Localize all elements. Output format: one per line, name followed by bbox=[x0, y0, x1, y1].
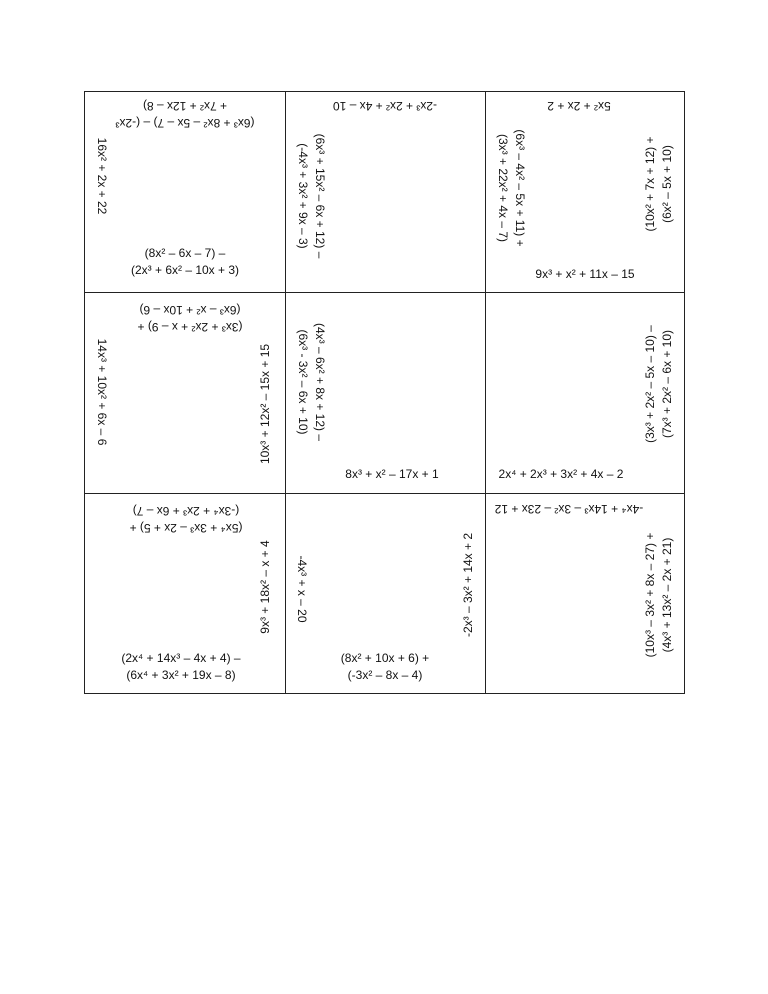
card-edge-bottom bbox=[121, 650, 240, 684]
puzzle-grid bbox=[84, 91, 685, 694]
puzzle-card bbox=[85, 292, 285, 493]
expression: (6x³ + 8x² – 5x – 7) – (-2x³ + 7x² + 12x – 8) bbox=[115, 99, 255, 130]
card-edge-top: -4x⁴ + 14x³ – 3x² – 23x + 12 bbox=[494, 502, 644, 516]
expression-line: (2x⁴ + 14x³ – 4x + 4) – bbox=[121, 651, 241, 665]
expression-line: (-3x⁴ + 2x³ + 6x – 7) bbox=[132, 504, 240, 518]
card-edge-left: -4x³ + x – 20 bbox=[295, 555, 309, 623]
expression-line: (6x³ – x² + 10x – 6) bbox=[139, 303, 241, 317]
card-edge-top bbox=[115, 97, 255, 131]
card-edge-right: -2x³ – 3x² + 14x + 2 bbox=[461, 532, 475, 638]
puzzle-card bbox=[285, 493, 485, 693]
card-edge-top: 5x² + 2x + 2 bbox=[547, 99, 611, 113]
card-edge-left bbox=[294, 323, 328, 441]
card-edge-right bbox=[642, 325, 676, 443]
expression-line: (-3x² – 8x – 4) bbox=[347, 668, 423, 682]
expression-line: (6x³ – 4x² – 5x + 11) + bbox=[513, 129, 527, 247]
card-edge-left: 14x³ + 10x² + 6x – 6 bbox=[95, 338, 109, 446]
expression-line: (10x³ – 3x² + 8x – 27) + bbox=[643, 532, 657, 658]
card-edge-top bbox=[137, 301, 242, 335]
card-edge-bottom bbox=[341, 650, 429, 684]
expression-line: (7x³ + 2x² – 6x + 10) bbox=[660, 329, 674, 439]
expression-line: (6x² – 5x + 10) bbox=[660, 145, 674, 223]
puzzle-card bbox=[485, 493, 686, 693]
card-edge-bottom: 2x⁴ + 2x³ + 3x² + 4x – 2 bbox=[498, 467, 624, 481]
puzzle-card bbox=[285, 292, 485, 493]
card-edge-bottom: 8x³ + x² – 17x + 1 bbox=[345, 467, 439, 481]
expression-line: (2x³ + 6x² – 10x + 3) bbox=[130, 263, 240, 277]
card-edge-top bbox=[130, 502, 243, 536]
expression-line: (3x³ + 2x² + x – 9) + bbox=[137, 320, 243, 334]
expression-line: (4x³ – 6x² + 8x + 12) – bbox=[313, 322, 327, 442]
puzzle-card bbox=[85, 92, 285, 292]
card-edge-top: -2x³ + 2x² + 4x – 10 bbox=[332, 99, 438, 113]
card-edge-left: 16x² + 2x + 22 bbox=[95, 137, 109, 215]
card-edge-bottom: 9x³ + x² + 11x – 15 bbox=[535, 267, 635, 281]
expression-line: (8x² – 6x – 7) – bbox=[144, 246, 226, 260]
expression-line: (8x² + 10x + 6) + bbox=[340, 651, 430, 665]
expression-line: (6x⁴ + 3x² + 19x – 8) bbox=[126, 668, 236, 682]
card-edge-bottom bbox=[131, 245, 239, 279]
card-edge-right: 10x³ + 12x² – 15x + 15 bbox=[258, 343, 272, 465]
expression-line: (3x³ + 22x² + 4x – 7) bbox=[496, 133, 510, 243]
card-edge-left bbox=[294, 134, 328, 259]
card-edge-right bbox=[642, 533, 676, 658]
card-edge-left bbox=[494, 129, 528, 246]
expression-line: (4x³ + 13x² – 2x + 21) bbox=[660, 537, 674, 653]
expression-line: (-4x³ + 3x² + 9x – 3) bbox=[296, 143, 310, 249]
expression-line: (3x³ + 2x² – 5x – 10) – bbox=[643, 325, 657, 443]
card-edge-right: 9x³ + 18x² – x + 4 bbox=[258, 540, 272, 634]
puzzle-card bbox=[285, 92, 485, 292]
expression-line: (6x³ + 15x² – 6x + 12) – bbox=[313, 133, 327, 259]
expression-line: (5x⁴ + 3x³ – 2x + 5) + bbox=[129, 521, 243, 535]
expression-line: (10x² + 7x + 12) + bbox=[643, 136, 657, 232]
puzzle-card bbox=[485, 292, 686, 493]
card-edge-right bbox=[642, 136, 676, 231]
expression-line: (6x³ - 3x² – 6x + 10) bbox=[296, 329, 310, 435]
puzzle-card bbox=[85, 493, 285, 693]
puzzle-card bbox=[485, 92, 686, 292]
